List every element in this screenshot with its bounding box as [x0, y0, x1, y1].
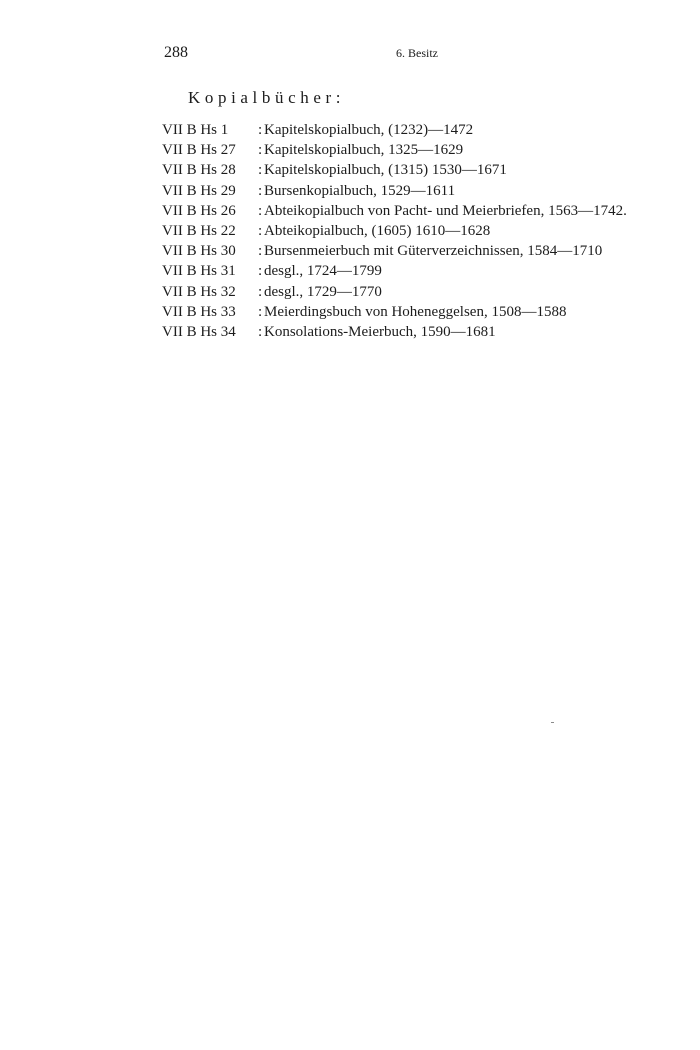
- page-number: 288: [164, 44, 188, 61]
- list-item: [162, 162, 698, 182]
- entry-text: Bursenkopialbuch, 1529—1611: [264, 182, 456, 199]
- page-header: [160, 44, 530, 68]
- entry-text: Meierdingsbuch von Hoheneggelsen, 1508—1588: [264, 303, 567, 320]
- entry-text: desgl., 1724—1799: [264, 263, 382, 280]
- section-heading: Kopialbücher:: [188, 88, 346, 107]
- entry-list: [162, 122, 698, 344]
- list-item: [162, 223, 698, 243]
- list-item: [162, 243, 698, 263]
- entry-separator: :: [258, 303, 263, 320]
- entry-separator: :: [258, 323, 263, 340]
- list-item: [162, 284, 698, 304]
- entry-signature: VII B Hs 32: [162, 283, 236, 300]
- entry-signature: VII B Hs 1: [162, 122, 229, 138]
- list-item: [162, 304, 698, 324]
- list-item: [162, 183, 698, 203]
- entry-signature: VII B Hs 34: [162, 323, 236, 340]
- entry-separator: :: [258, 243, 263, 260]
- entry-signature: VII B Hs 29: [162, 182, 236, 199]
- entry-separator: :: [258, 142, 263, 159]
- entry-text: Abteikopialbuch von Pacht- und Meierbriefen, 1563—1742.: [264, 202, 627, 219]
- entry-separator: :: [258, 222, 263, 239]
- entry-text: Kapitelskopialbuch, (1232)—1472: [264, 122, 474, 138]
- entry-signature: VII B Hs 31: [162, 263, 236, 280]
- list-item: [162, 324, 698, 344]
- entry-separator: :: [258, 202, 263, 219]
- entry-text: Kapitelskopialbuch, 1325—1629: [264, 142, 464, 159]
- entry-separator: :: [258, 182, 263, 199]
- entry-signature: VII B Hs 22: [162, 222, 236, 239]
- entry-signature: VII B Hs 26: [162, 202, 236, 219]
- stray-mark: [551, 722, 554, 723]
- entry-signature: VII B Hs 28: [162, 162, 236, 179]
- entry-separator: :: [258, 122, 263, 138]
- list-item: [162, 203, 698, 223]
- entry-separator: :: [258, 162, 263, 179]
- entry-text: Abteikopialbuch, (1605) 1610—1628: [264, 222, 491, 239]
- entry-signature: VII B Hs 27: [162, 142, 236, 159]
- entry-separator: :: [258, 283, 263, 300]
- entry-signature: VII B Hs 33: [162, 303, 236, 320]
- entry-separator: :: [258, 263, 263, 280]
- list-item: [162, 122, 698, 142]
- entry-text: Kapitelskopialbuch, (1315) 1530—1671: [264, 162, 507, 179]
- running-head: 6. Besitz: [396, 46, 438, 60]
- list-item: [162, 142, 698, 162]
- entry-text: Konsolations-Meierbuch, 1590—1681: [264, 323, 496, 340]
- list-item: [162, 263, 698, 283]
- entry-signature: VII B Hs 30: [162, 243, 236, 260]
- entry-text: Bursenmeierbuch mit Güterverzeichnissen, 1584—1710: [264, 243, 603, 260]
- entry-text: desgl., 1729—1770: [264, 283, 382, 300]
